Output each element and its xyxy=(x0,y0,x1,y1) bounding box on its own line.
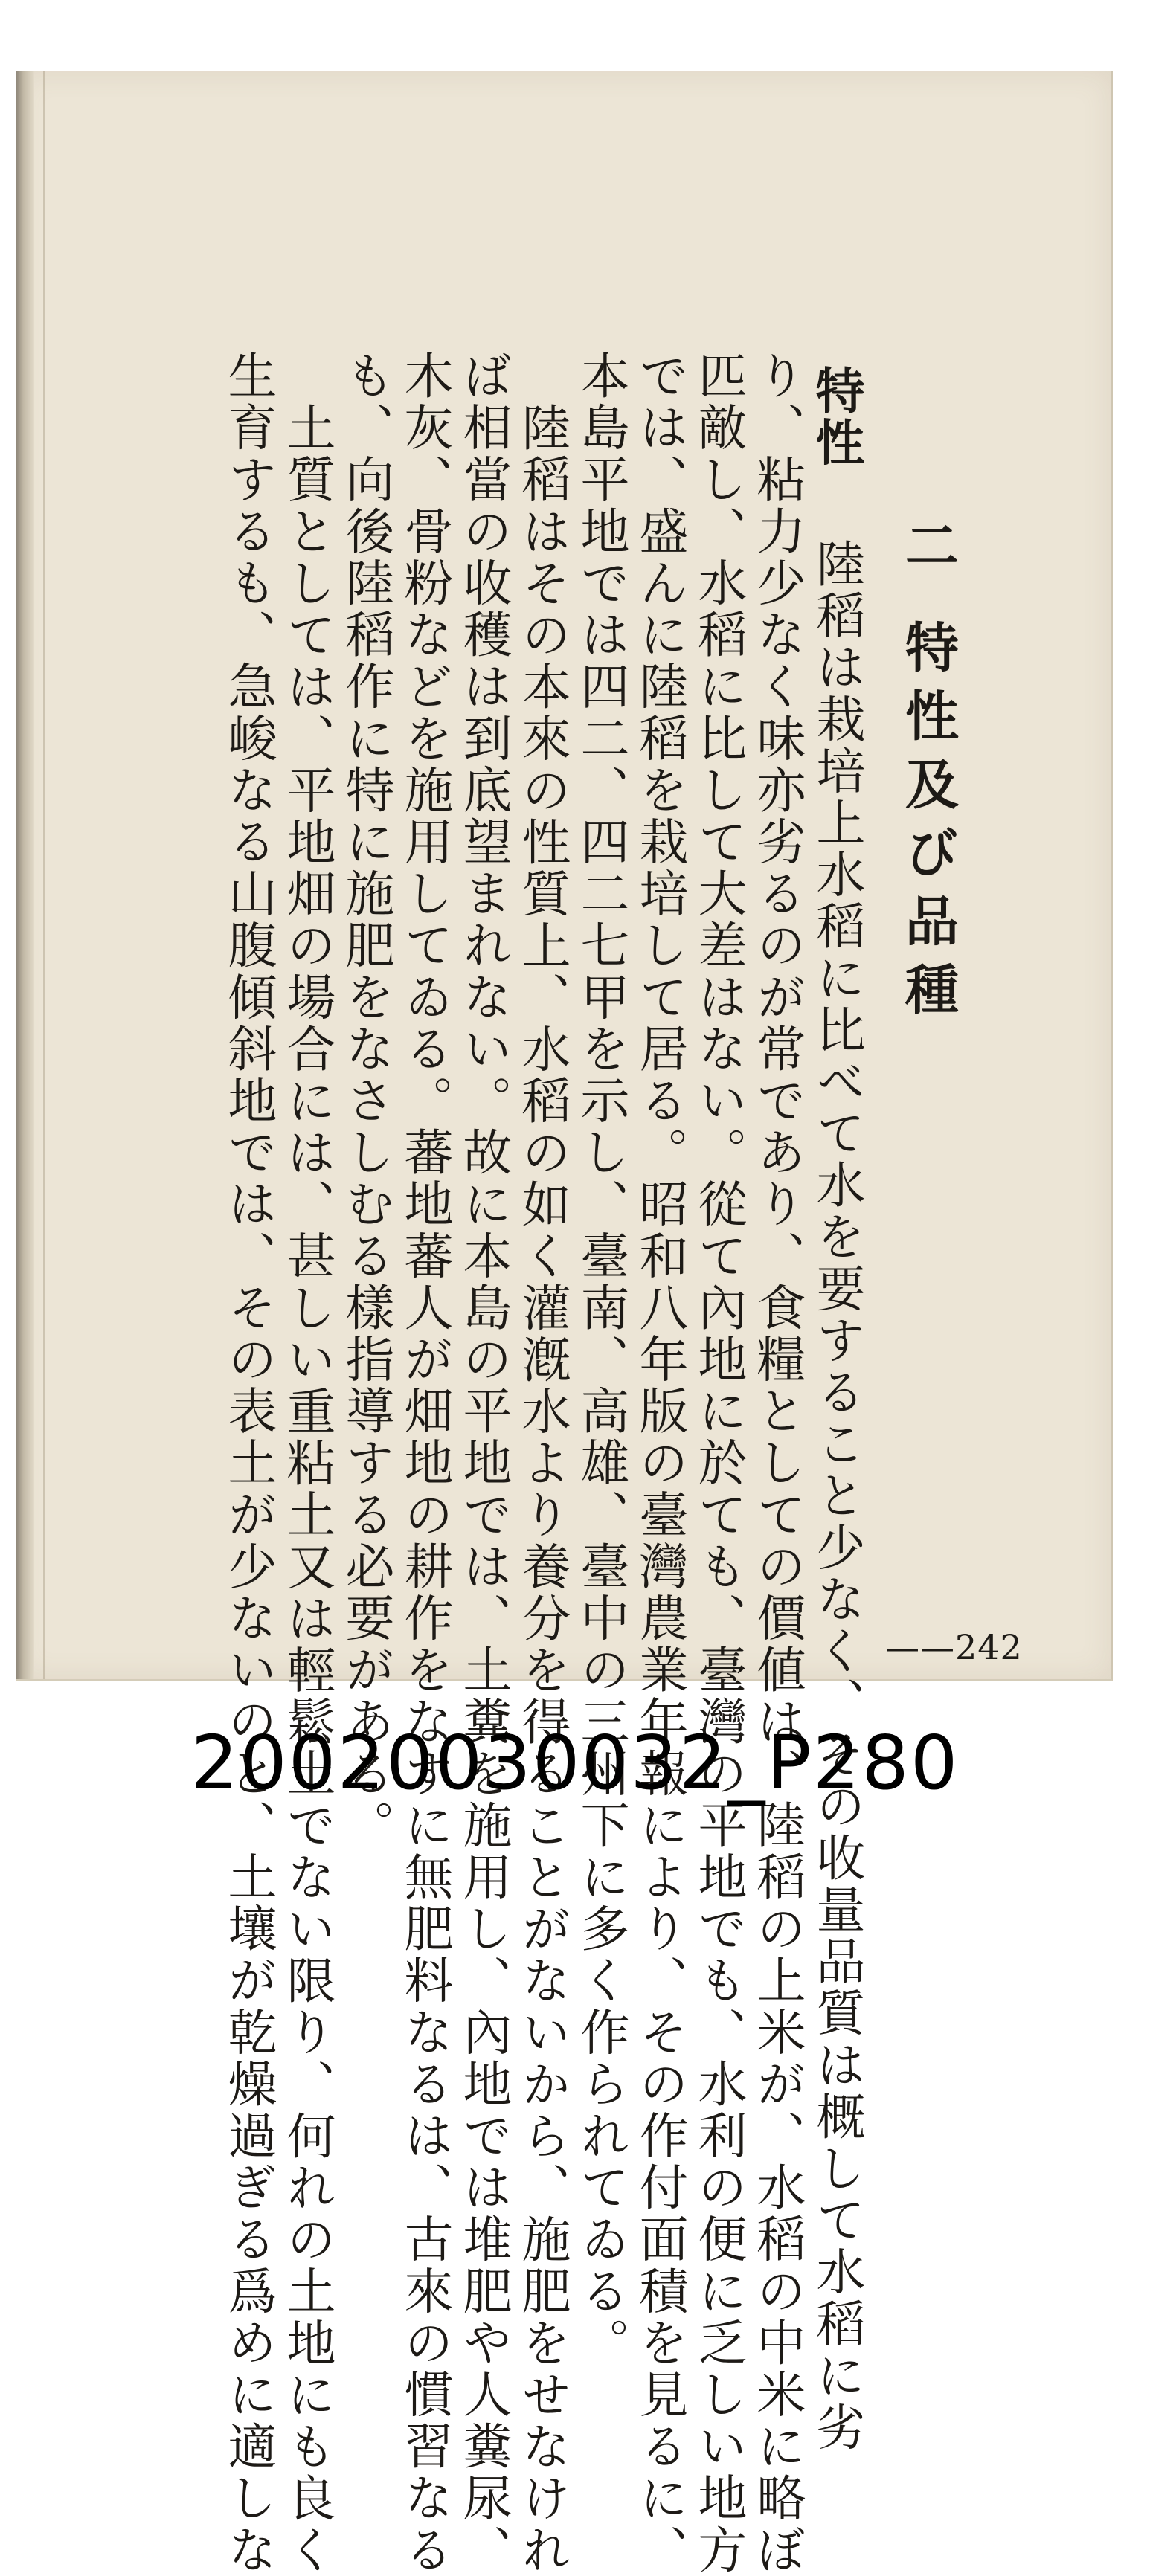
subheading: 特性 xyxy=(807,365,865,469)
page-number: ——242 xyxy=(885,1627,1023,1667)
text-column-5: 本島平地では四二、四二七甲を示し、臺南、高雄、臺中の三州下に多く作られてゐる。 xyxy=(572,350,629,2369)
text-column-10: 土質としては、平地畑の場合には、甚しい重粘土又は輕鬆土でない限り、何れの土地にも良く xyxy=(278,402,335,2576)
text-column-7: ば相當の收穫は到底望まれない。故に本島の平地では、土糞を施用し、內地では堆肥や人糞尿、 xyxy=(454,350,512,2576)
text-column-2: り、粘力少なく味亦劣るのが常であり、食糧としての價値は、陸稻の上米が、水稻の中米に略ぼ xyxy=(748,350,806,2576)
column-text: 陸稻は栽培上水稻に比べて水を要すること少なく、その收量品質は概して水稻に劣 xyxy=(808,538,865,2454)
section-heading: 二 特性及び品種 xyxy=(896,518,960,1031)
text-column-4: では、盛んに陸稻を栽培して居る。昭和八年版の臺灣農業年報により、その作付面積を見るに、 xyxy=(631,350,688,2576)
text-column-3: 匹敵し、水稻に比して大差はない。從て內地に於ても、臺灣の平地でも、水利の便に乏しい地方 xyxy=(690,350,747,2576)
gutter-line xyxy=(43,71,45,1679)
text-column-8: 木灰、骨粉などを施用してゐる。蕃地蕃人が畑地の耕作をなすに無肥料なるは、古來の慣習なる xyxy=(396,350,453,2576)
text-column-1 xyxy=(806,350,866,2454)
text-column-9: も、向後陸稻作に特に施肥をなさしむる樣指導する必要がある。 xyxy=(337,350,394,1852)
archive-id-caption: 20020030032_P280 xyxy=(190,1719,960,1806)
text-column-11: 生育するも、急峻なる山腹傾斜地では、その表土が少ないのと、土壤が乾燥過ぎる爲めに適しな xyxy=(219,350,277,2576)
book-spine-shadow xyxy=(16,71,34,1679)
text-column-6: 陸稻はその本來の性質上、水稻の如く灌漑水より養分を得ることがないから、施肥をせなけれ xyxy=(513,402,571,2576)
